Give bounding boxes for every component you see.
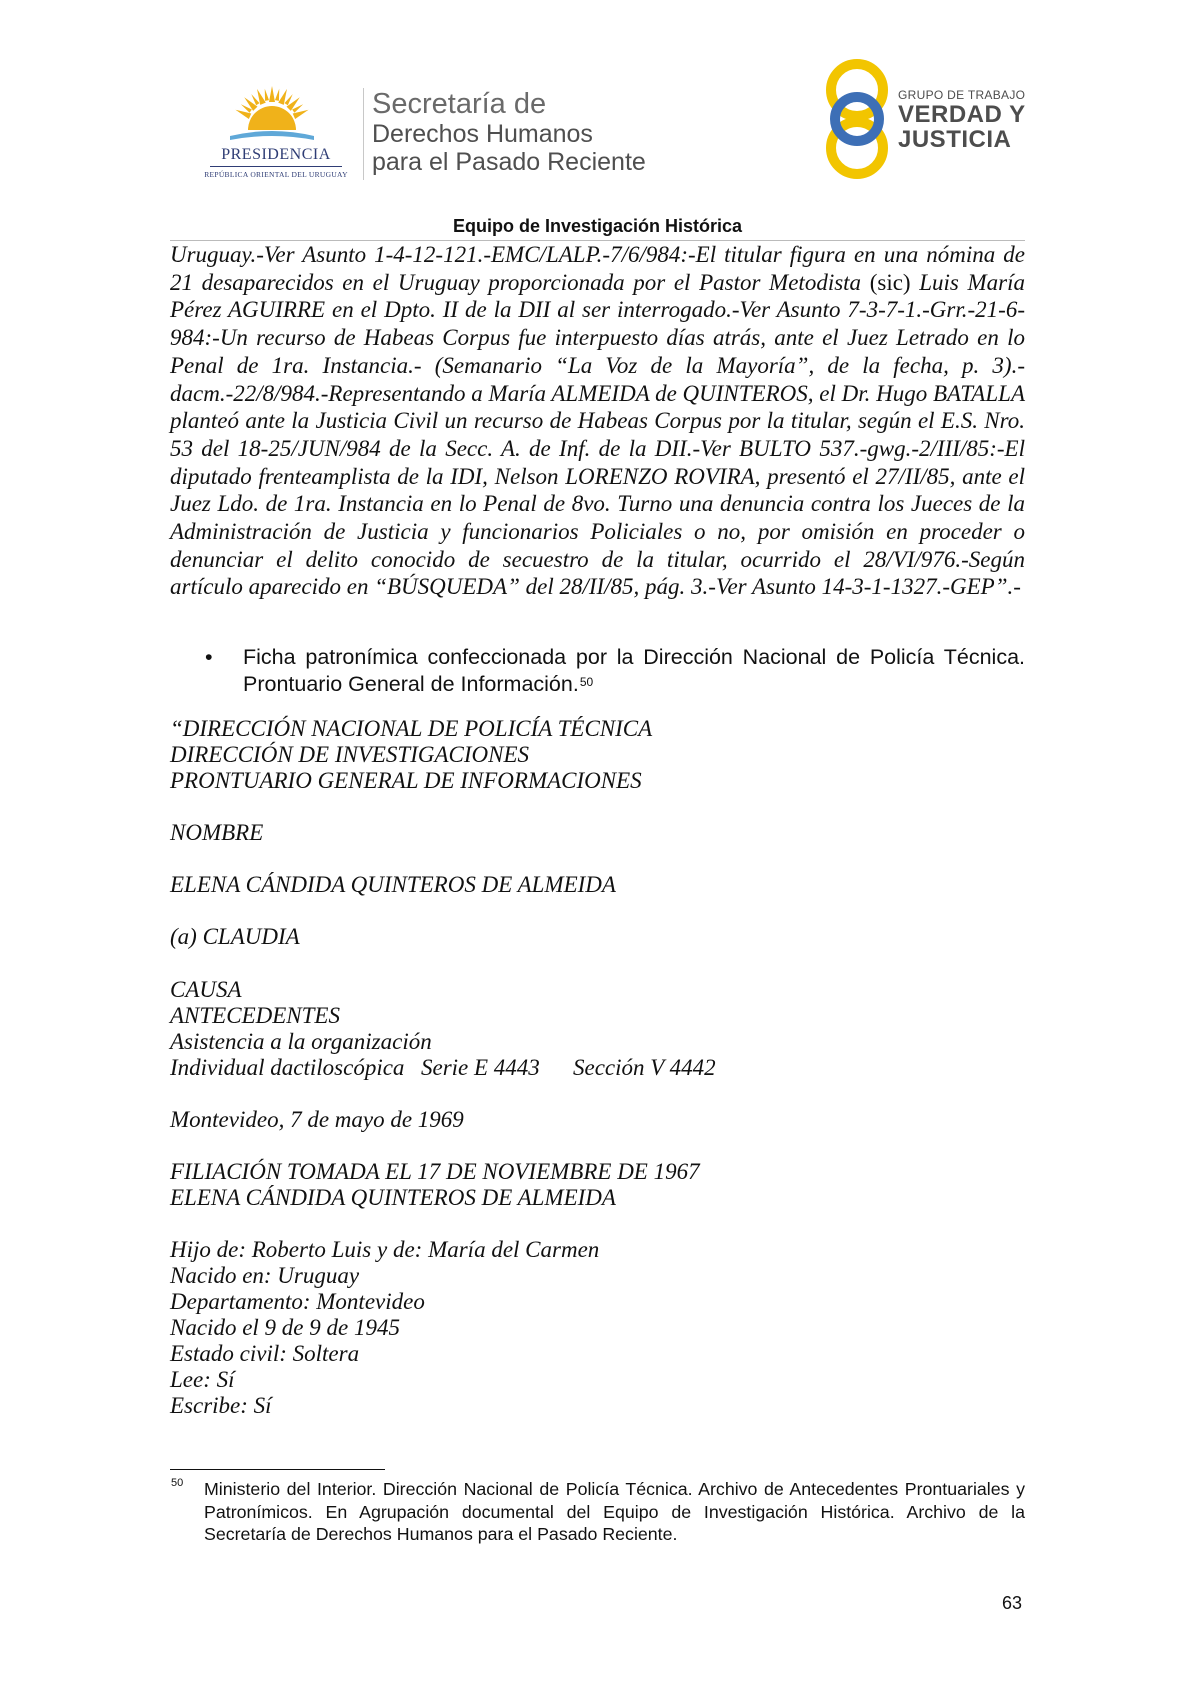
lugar-fecha: Montevideo, 7 de mayo de 1969 bbox=[170, 1107, 464, 1132]
bullet-text: Ficha patronímica confeccionada por la Dirección Nacional de Policía Técnica. Prontuario General de Información. bbox=[243, 645, 1025, 696]
ficha-header-3: PRONTUARIO GENERAL DE INFORMACIONES bbox=[170, 768, 642, 793]
grupo-label: GRUPO DE TRABAJO bbox=[898, 88, 1026, 102]
presidencia-rule bbox=[210, 166, 342, 167]
causa-label: CAUSA bbox=[170, 977, 242, 1002]
footnote-reference: 50 bbox=[579, 675, 594, 689]
body-text-part-1: Uruguay.-Ver Asunto 1-4-12-121.-EMC/LALP.-7/6/984:-El titular figura en una nómina de 21 desaparecidos en el Uruguay proporcionada por el Pastor Metodista bbox=[170, 242, 1025, 295]
departamento: Departamento: Montevideo bbox=[170, 1289, 425, 1314]
escribe: Escribe: Sí bbox=[170, 1393, 272, 1418]
ficha-header-1: “DIRECCIÓN NACIONAL DE POLICÍA TÉCNICA bbox=[170, 716, 653, 741]
verdad-justicia-logo-text bbox=[898, 88, 1026, 152]
nombre-value: ELENA CÁNDIDA QUINTEROS DE ALMEIDA bbox=[170, 872, 616, 897]
presidencia-title: PRESIDENCIA bbox=[221, 146, 331, 163]
verdad-label: VERDAD Y bbox=[898, 101, 1026, 128]
bullet-marker: • bbox=[205, 645, 213, 669]
footnote-text: Ministerio del Interior. Dirección Nacional de Policía Técnica. Archivo de Antecedentes Prontuariales y Patronímicos. En Agrupación documental del Equipo de Investigación Histórica. Archivo de la Secretaría de Derechos Humanos para el Pasado Reciente. bbox=[204, 1479, 1025, 1544]
linked-rings-icon bbox=[820, 58, 894, 180]
presidencia-logo bbox=[196, 82, 356, 182]
lee: Lee: Sí bbox=[170, 1367, 235, 1392]
nacido-en: Nacido en: Uruguay bbox=[170, 1263, 360, 1288]
footnote-rule bbox=[170, 1469, 385, 1470]
filiacion-title: FILIACIÓN TOMADA EL 17 DE NOVIEMBRE DE 1967 bbox=[170, 1159, 700, 1184]
secretaria-line-3: para el Pasado Reciente bbox=[372, 148, 646, 176]
asistencia-value: Asistencia a la organización bbox=[170, 1029, 432, 1054]
secretaria-line-2: Derechos Humanos bbox=[372, 120, 593, 148]
seccion-value: Sección V 4442 bbox=[573, 1055, 716, 1080]
footnote-number: 50 bbox=[171, 1477, 184, 1489]
hijo-de: Hijo de: Roberto Luis y de: María del Carmen bbox=[170, 1237, 600, 1262]
presidencia-subtitle: REPÚBLICA ORIENTAL DEL URUGUAY bbox=[204, 170, 348, 179]
secretaria-line-1: Secretaría de bbox=[372, 88, 547, 120]
estado-civil: Estado civil: Soltera bbox=[170, 1341, 360, 1366]
logo-divider bbox=[363, 88, 364, 180]
sic-note: (sic) bbox=[869, 269, 911, 295]
serie-value: Serie E 4443 bbox=[421, 1055, 540, 1080]
page-header bbox=[0, 0, 1191, 215]
individual-label: Individual dactiloscópica bbox=[170, 1055, 405, 1080]
page-number: 63 bbox=[1002, 1593, 1023, 1613]
bullet-text-block bbox=[243, 644, 1025, 698]
body-text-part-2: Luis María Pérez AGUIRRE en el Dpto. II de la DII al ser interrogado.-Ver Asunto 7-3-7-1.-Grr.-21-6-984:-Un recurso de Habeas Corpus fue interpuesto días atrás, ante el Juez Letrado en lo Penal de 1ra. Instancia.- (Semanario “La Voz de la Mayoría”, de la fecha, p. 3).-dacm.-22/8/984.-Representando a María ALMEIDA de QUINTEROS, el Dr. Hugo BATALLA planteó ante la Justicia Civil un recurso de Habeas Corpus por la titular, según el E.S. Nro. 53 del 18-25/JUN/984 de la Secc. A. de Inf. de la DII.-Ver BULTO 537.-gwg.-2/III/85:-El diputado frenteamplista de la IDI, Nelson LORENZO ROVIRA, presentó el 27/II/85, ante el Juez Ldo. de 1ra. Instancia en lo Penal de 8vo. Turno una denuncia contra los Jueces de la Administración de Justicia y funcionarios Policiales o no, por omisión en proceder o denunciar el delito conocido de secuestro de la titular, ocurrido el 28/VI/976.-Según artículo aparecido en “BÚSQUEDA” del 28/II/85, pág. 3.-Ver Asunto 14-3-1-1327.-GEP”.- bbox=[170, 269, 1025, 600]
alias-value: (a) CLAUDIA bbox=[170, 924, 300, 949]
body-paragraph bbox=[170, 241, 1025, 601]
team-heading: Equipo de Investigación Histórica bbox=[452, 216, 743, 236]
antecedentes-label: ANTECEDENTES bbox=[170, 1003, 340, 1028]
sun-emblem-icon bbox=[226, 82, 318, 144]
ficha-header-2: DIRECCIÓN DE INVESTIGACIONES bbox=[170, 742, 530, 767]
nacido-el: Nacido el 9 de 9 de 1945 bbox=[170, 1315, 400, 1340]
nombre-label: NOMBRE bbox=[170, 820, 264, 845]
justicia-label: JUSTICIA bbox=[898, 126, 1012, 153]
secretaria-logo-text bbox=[372, 88, 646, 176]
filiacion-nombre: ELENA CÁNDIDA QUINTEROS DE ALMEIDA bbox=[170, 1185, 616, 1210]
